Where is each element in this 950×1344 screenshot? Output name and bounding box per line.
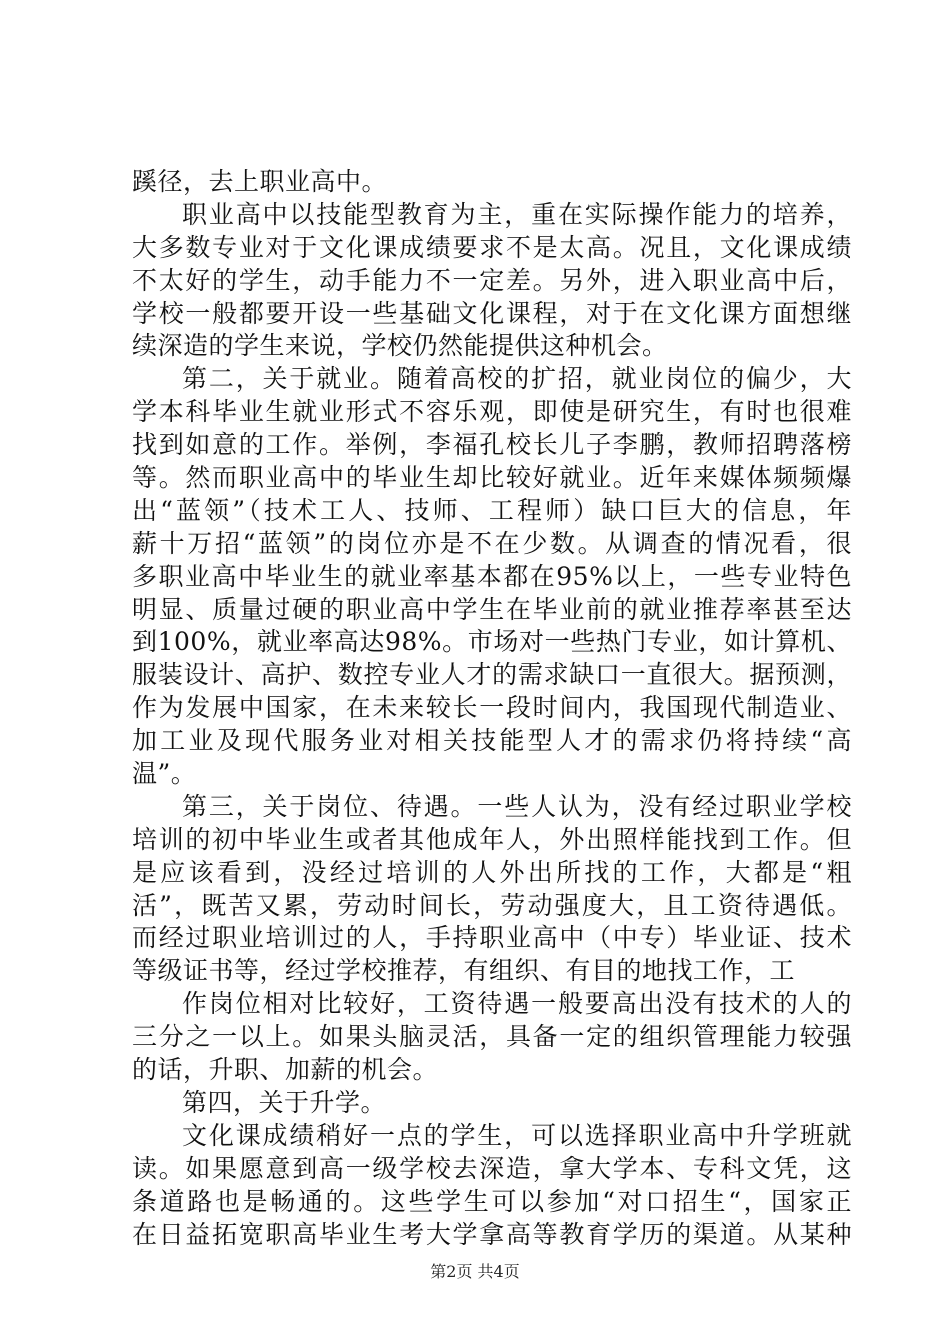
text-line: 学校一般都要开设一些基础文化课程，对于在文化课方面想继 [132, 298, 852, 328]
text-line: 培训的初中毕业生或者其他成年人，外出照样能找到工作。但 [132, 824, 852, 854]
text-line: 在日益拓宽职高毕业生考大学拿高等教育学历的渠道。从某种 [132, 1219, 852, 1249]
text-line: 第三，关于岗位、待遇。一些人认为，没有经过职业学校 [182, 791, 852, 821]
text-line: 温”。 [132, 759, 197, 789]
text-line: 到100%，就业率高达98%。市场对一些热门专业，如计算机、 [132, 627, 852, 657]
text-line: 的话，升职、加薪的机会。 [132, 1055, 439, 1085]
text-line: 出“蓝领”（技术工人、技师、工程师）缺口巨大的信息，年 [132, 495, 852, 525]
text-line: 三分之一以上。如果头脑灵活，具备一定的组织管理能力较强 [132, 1022, 852, 1052]
text-line: 薪十万招“蓝领”的岗位亦是不在少数。从调查的情况看，很 [132, 528, 852, 558]
text-line: 文化课成绩稍好一点的学生，可以选择职业高中升学班就 [182, 1120, 852, 1150]
text-line: 续深造的学生来说，学校仍然能提供这种机会。 [132, 331, 668, 361]
text-line: 是应该看到，没经过培训的人外出所找的工作，大都是“粗 [132, 857, 852, 887]
text-line: 活”，既苦又累，劳动时间长，劳动强度大，且工资待遇低。 [132, 890, 852, 920]
page-footer: 第2页 共4页 [430, 1262, 520, 1281]
text-line: 蹊径，去上职业高中。 [132, 167, 388, 196]
text-line: 明显、质量过硬的职业高中学生在毕业前的就业推荐率甚至达 [132, 594, 852, 624]
text-line: 第四，关于升学。 [182, 1087, 387, 1117]
text-line: 作为发展中国家，在未来较长一段时间内，我国现代制造业、 [132, 693, 852, 723]
text-line: 加工业及现代服务业对相关技能型人才的需求仍将持续“高 [132, 726, 852, 756]
text-line: 等级证书等，经过学校推荐，有组织、有目的地找工作，工 [132, 956, 796, 986]
text-line: 多职业高中毕业生的就业率基本都在95%以上，一些专业特色 [132, 561, 852, 591]
text-line: 作岗位相对比较好，工资待遇一般要高出没有技术的人的 [182, 989, 852, 1019]
text-line: 条道路也是畅通的。这些学生可以参加“对口招生“，国家正 [132, 1186, 852, 1216]
text-line: 服装设计、高护、数控专业人才的需求缺口一直很大。据预测， [132, 660, 852, 690]
text-line: 找到如意的工作。举例，李福孔校长儿子李鹏，教师招聘落榜 [132, 430, 852, 460]
body-text [132, 166, 852, 1251]
text-line: 学本科毕业生就业形式不容乐观，即使是研究生，有时也很难 [132, 397, 852, 427]
text-line: 不太好的学生，动手能力不一定差。另外，进入职业高中后， [132, 265, 852, 295]
text-line: 而经过职业培训过的人，手持职业高中（中专）毕业证、技术 [132, 923, 852, 953]
text-line: 等。然而职业高中的毕业生却比较好就业。近年来媒体频频爆 [132, 463, 852, 493]
text-line: 职业高中以技能型教育为主，重在实际操作能力的培养， [182, 199, 852, 229]
text-line: 第二，关于就业。随着高校的扩招，就业岗位的偏少，大 [182, 364, 852, 394]
text-line: 大多数专业对于文化课成绩要求不是太高。况且，文化课成绩 [132, 232, 852, 262]
text-line: 读。如果愿意到高一级学校去深造，拿大学本、专科文凭，这 [132, 1153, 852, 1183]
